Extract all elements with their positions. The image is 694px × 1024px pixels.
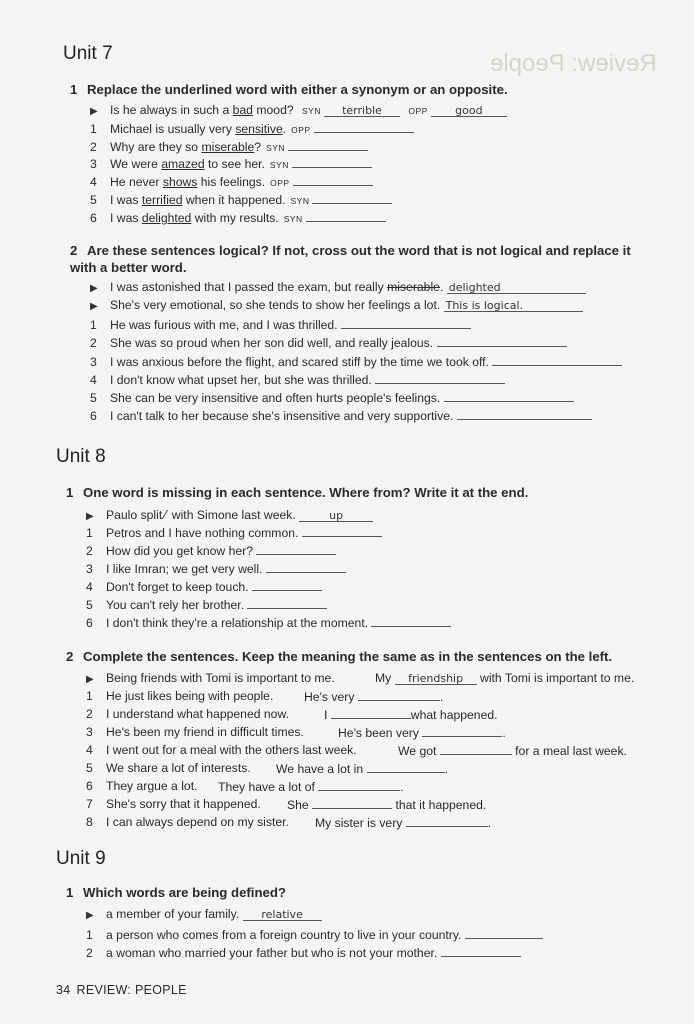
u7-ex2-example-2: ▶ She's very emotional, so she tends to show her feelings a lot. This is logical. [90, 298, 583, 314]
page-footer [56, 983, 187, 997]
answer-blank[interactable] [302, 525, 382, 537]
answer-blank[interactable] [440, 743, 512, 755]
u8-ex2-item-3: 3 He's been my friend in difficult times. He's been very . [86, 725, 506, 740]
footer-label: REVIEW: PEOPLE [76, 983, 187, 997]
u7-ex2-item-3: 3 I was anxious before the flight, and scared stiff by the time we took off. [90, 354, 622, 370]
answer-blank[interactable]: terrible [324, 105, 400, 117]
u7-ex1-item-1: 1 Michael is usually very sensitive. OPP [90, 121, 414, 138]
answer-blank[interactable]: This is logical. [444, 300, 583, 312]
answer-blank[interactable] [441, 945, 521, 957]
answer-blank[interactable]: good [431, 105, 507, 117]
answer-blank[interactable] [288, 139, 368, 151]
u8-ex2-item-4: 4 I went out for a meal with the others last week. We got for a meal last week. [86, 743, 627, 758]
answer-blank[interactable] [444, 390, 574, 402]
u8-ex1-item-6: 6 I don't think they're a relationship at the moment. [86, 615, 451, 631]
answer-blank[interactable]: delighted [447, 282, 586, 294]
u8-ex2-item-7: 7 She's sorry that it happened. She that it happened. [86, 797, 487, 812]
answer-blank[interactable] [266, 561, 346, 573]
u8-ex2-title: 2 Complete the sentences. Keep the meaning the same as in the sentences on the left. [66, 649, 613, 664]
u9-ex1-example: ▶ a member of your family. relative [86, 907, 322, 923]
u7-ex2-example-1: ▶ I was astonished that I passed the exam, but really miserable. delighted [90, 280, 586, 296]
unit-9-title: Unit 9 [56, 848, 106, 869]
answer-blank[interactable] [492, 354, 622, 366]
u7-ex1-item-4: 4 He never shows his feelings. OPP [90, 174, 373, 191]
answer-blank[interactable] [312, 192, 392, 204]
u7-ex2-item-5: 5 She can be very insensitive and often hurts people's feelings. [90, 390, 574, 406]
show-through-heading: Review: People [490, 50, 657, 77]
answer-blank[interactable] [293, 174, 373, 186]
u7-ex2-title: 2 Are these sentences logical? If not, cross out the word that is not logical and replace it with a better word. [70, 243, 631, 275]
answer-blank[interactable] [422, 725, 502, 737]
answer-blank[interactable] [375, 372, 505, 384]
example-arrow-icon: ▶ [86, 511, 94, 522]
u9-ex1-item-1: 1 a person who comes from a foreign country to live in your country. [86, 927, 543, 943]
answer-blank[interactable] [318, 779, 400, 791]
u7-ex2-item-1: 1 He was furious with me, and I was thrilled. [90, 317, 471, 333]
unit-7-title: Unit 7 [63, 43, 113, 64]
u9-ex1-item-2: 2 a woman who married your father but who is not your mother. [86, 945, 521, 961]
u8-ex2-item-5: 5 We share a lot of interests. We have a lot in . [86, 761, 448, 776]
u7-ex2-item-6: 6 I can't talk to her because she's insensitive and very supportive. [90, 408, 592, 424]
u7-ex1-item-2: 2 Why are they so miserable? SYN [90, 139, 368, 156]
answer-blank[interactable] [247, 597, 327, 609]
u8-ex1-item-3: 3 I like Imran; we get very well. [86, 561, 346, 577]
u8-ex1-item-5: 5 You can't rely her brother. [86, 597, 327, 613]
answer-blank[interactable] [256, 543, 336, 555]
answer-blank[interactable] [331, 707, 411, 719]
u8-ex2-item-8: 8 I can always depend on my sister. My sister is very . [86, 815, 492, 830]
insertion-mark-icon: ⁄ [164, 507, 167, 522]
u8-ex2-item-6: 6 They argue a lot. They have a lot of . [86, 779, 404, 794]
u8-ex2-item-1: 1 He just likes being with people. He's very . [86, 689, 444, 704]
u8-ex1-item-2: 2 How did you get know her? [86, 543, 336, 559]
u7-ex1-item-6: 6 I was delighted with my results. SYN [90, 210, 386, 227]
u7-ex2-item-2: 2 She was so proud when her son did well, and really jealous. [90, 335, 567, 351]
u8-ex2-item-2: 2 I understand what happened now. I what happened. [86, 707, 498, 722]
answer-blank[interactable] [437, 335, 567, 347]
u7-ex1-title: 1 Replace the underlined word with either a synonym or an opposite. [70, 82, 508, 97]
answer-blank[interactable] [406, 815, 488, 827]
u7-ex1-item-3: 3 We were amazed to see her. SYN [90, 156, 372, 173]
u9-ex1-title: 1 Which words are being defined? [66, 885, 286, 900]
answer-blank[interactable]: relative [243, 909, 322, 921]
unit-8-title: Unit 8 [56, 446, 106, 467]
example-arrow-icon: ▶ [86, 674, 94, 685]
answer-blank[interactable] [465, 927, 543, 939]
answer-blank[interactable] [341, 317, 471, 329]
answer-blank[interactable]: up [299, 510, 373, 522]
u8-ex1-item-1: 1 Petros and I have nothing common. [86, 525, 382, 541]
page-number: 34 [56, 983, 71, 997]
answer-blank[interactable] [312, 797, 392, 809]
u8-ex1-example: ▶ Paulo split ⁄ with Simone last week. up [86, 507, 373, 524]
u8-ex2-example: ▶ Being friends with Tomi is important to me. My friendship with Tomi is important to me. [86, 671, 635, 685]
answer-blank[interactable] [314, 121, 414, 133]
u7-ex2-item-4: 4 I don't know what upset her, but she was thrilled. [90, 372, 505, 388]
answer-blank[interactable] [306, 210, 386, 222]
u8-ex1-title: 1 One word is missing in each sentence. Where from? Write it at the end. [66, 485, 529, 500]
answer-blank[interactable] [252, 579, 322, 591]
example-arrow-icon: ▶ [90, 283, 98, 294]
answer-blank[interactable] [358, 689, 440, 701]
example-arrow-icon: ▶ [90, 301, 98, 312]
u7-ex1-example: ▶ Is he always in such a bad mood? SYN terrible OPP good [90, 103, 507, 119]
answer-blank[interactable]: friendship [395, 673, 477, 685]
example-arrow-icon: ▶ [86, 910, 94, 921]
answer-blank[interactable] [367, 761, 445, 773]
u8-ex1-item-4: 4 Don't forget to keep touch. [86, 579, 322, 595]
answer-blank[interactable] [371, 615, 451, 627]
u7-ex1-item-5: 5 I was terrified when it happened. SYN [90, 192, 392, 209]
answer-blank[interactable] [457, 408, 592, 420]
answer-blank[interactable] [292, 156, 372, 168]
example-arrow-icon: ▶ [90, 106, 98, 117]
